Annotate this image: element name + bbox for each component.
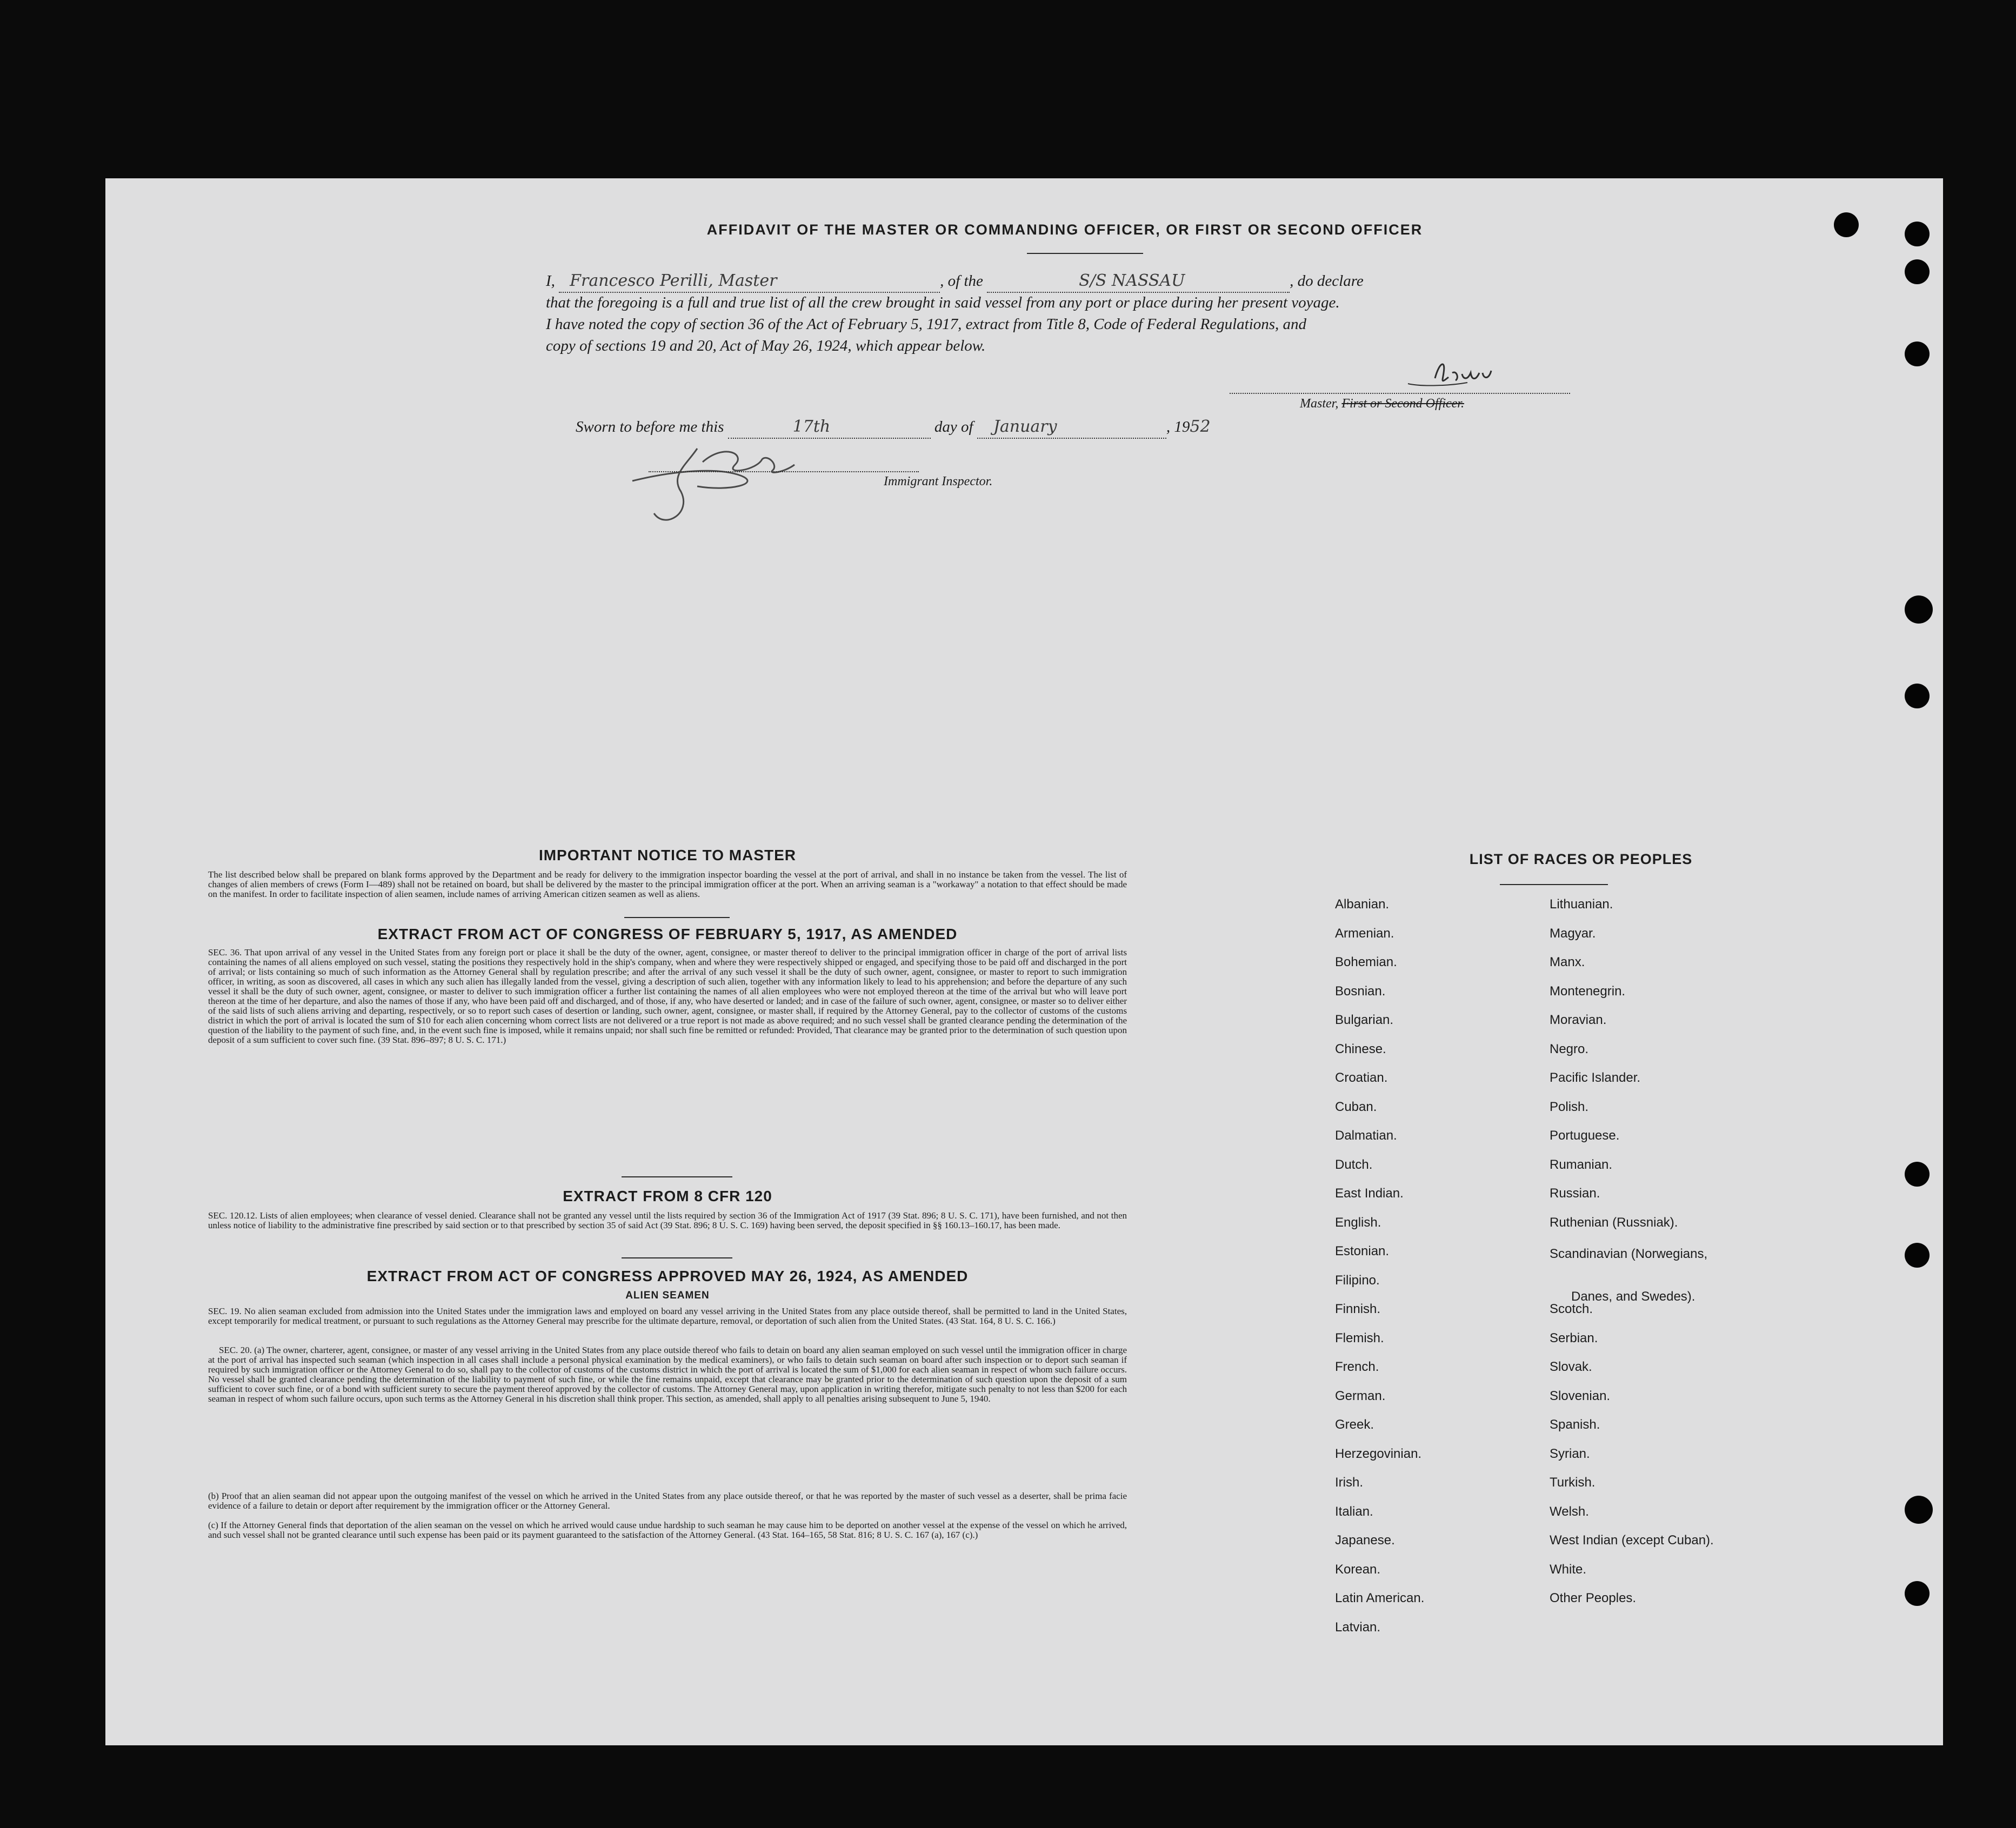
vessel-name-field: S/S NASSAU bbox=[987, 270, 1290, 293]
binder-hole bbox=[1905, 1243, 1930, 1268]
extract-1917-text: SEC. 36. That upon arrival of any vessel in the United States from any foreign port or place it shall be the duty of the owner, agent, consignee, or master thereof to deliver to the principal immigration officer in charge of the port of arrival lists containing the names of all aliens employed on such vessel, stating the positions they respectively hold in the ship's company, when and where they were respectively shipped or engaged, and specifying those to be paid off and discharged in the port of arrival; or lists containing so much of such information as the Attorney General shall by regulation prescribe; and after the arrival of any such vessel it shall be the duty of such owner, agent, consignee, or master to report to such immigration officer, in writing, as soon as discovered, all cases in which any such alien has illegally landed from the vessel, giving a description of such alien, together with any information likely to lead to his apprehension; and before the departure of any such vessel it shall be the duty of such owner, agent, consignee, or master to deliver to such immigration officer a further list containing the names of all alien employees who were not employed thereon at the time of the arrival but who will leave port thereon at the time of her departure, and also the names of those if any, who have been paid off and discharged, and of those, if any, who have deserted or landed; and in case of the failure of such owner, agent, consignee, or master so to deliver either of the said lists of such aliens arriving and departing, respectively, or so to report such cases of desertion or landing, such owner, agent, consignee, or master shall, if required by the Attorney General, pay to the collector of customs of the customs district in which the port of arrival is located the sum of $10 for each alien concerning whom correct lists are not delivered or a true report is not made as above required; and no such vessel shall be granted clearance pending the determination of the question of the liability to the payment of such fine, and, in the event such fine is imposed, while it remains unpaid; nor shall such fine be remitted or refunded: Provided, That clearance may be granted prior to the determination of such question upon deposit of a sum sufficient to cover such fine. (39 Stat. 896–897; 8 U. S. C. 171.) bbox=[208, 947, 1127, 1045]
race-item: Japanese. bbox=[1335, 1533, 1395, 1548]
race-item: Portuguese. bbox=[1550, 1128, 1620, 1143]
race-item: Manx. bbox=[1550, 955, 1585, 969]
first-second-officer-struck: First or Second Officer. bbox=[1341, 397, 1464, 411]
declarant-name-field: Francesco Perilli, Master bbox=[559, 270, 940, 293]
extract-1924-heading: EXTRACT FROM ACT OF CONGRESS APPROVED MAY 26, 1924, AS AMENDED bbox=[366, 1268, 969, 1284]
race-item: Latin American. bbox=[1335, 1591, 1425, 1605]
binder-hole bbox=[1905, 684, 1930, 708]
race-item: West Indian (except Cuban). bbox=[1550, 1533, 1714, 1548]
declaration-line-2: that the foregoing is a full and true list of all the crew brought in said vessel from any port or place during her present voyage. bbox=[546, 294, 1340, 311]
race-item: Spanish. bbox=[1550, 1417, 1600, 1432]
sec-20b-text: (b) Proof that an alien seaman did not appear upon the outgoing manifest of the vessel on which he arrived in the United States from any place outside thereof, or that he was reported by the master of such vessel as a deserter, shall be prima facie evidence of a failure to detain or deport after requirement by the immigration officer or the Attorney General. bbox=[208, 1491, 1127, 1511]
race-item: Turkish. bbox=[1550, 1475, 1596, 1490]
sworn-year-field: 52 bbox=[1190, 417, 1211, 436]
race-item: Moravian. bbox=[1550, 1013, 1607, 1027]
i-label: I, bbox=[546, 272, 555, 290]
race-item: Magyar. bbox=[1550, 926, 1596, 941]
binder-hole bbox=[1905, 595, 1933, 624]
notice-heading: IMPORTANT NOTICE TO MASTER bbox=[538, 847, 797, 863]
race-item: Polish. bbox=[1550, 1100, 1589, 1114]
race-item: Pacific Islander. bbox=[1550, 1070, 1641, 1085]
races-heading: LIST OF RACES OR PEOPLES bbox=[1469, 851, 1693, 867]
notice-text: The list described below shall be prepared on blank forms approved by the Department and be ready for delivery to the immigration inspector boarding the vessel at the port of arrival, and shall in no instance be taken from the vessel. The list of changes of alien members of crews (Form I—489) shall not be retained on board, but shall be delivered by the master to the principal immigration officer at the port. When an arriving seaman is a "workaway" a notation to that effect should be made on the manifest. In order to facilitate inspection of alien seamen, include names of arriving American citizen seamen as well as aliens. bbox=[208, 869, 1127, 899]
race-item: White. bbox=[1550, 1562, 1587, 1577]
race-item: Estonian. bbox=[1335, 1244, 1390, 1258]
race-item: Finnish. bbox=[1335, 1302, 1381, 1316]
binder-hole bbox=[1905, 1496, 1933, 1524]
race-item: Armenian. bbox=[1335, 926, 1394, 941]
race-item: Slovak. bbox=[1550, 1360, 1592, 1374]
title-rule bbox=[1027, 253, 1143, 254]
extract-8cfr-heading: EXTRACT FROM 8 CFR 120 bbox=[563, 1188, 772, 1204]
declaration-line-3: I have noted the copy of section 36 of the Act of February 5, 1917, extract from Title 8, Code of Federal Regulations, and bbox=[546, 316, 1307, 333]
sec-19-text: SEC. 19. No alien seaman excluded from admission into the United States under the immigration laws and employed on board any vessel arriving in the United States from any place outside thereof, shall be permitted to land in the United States, except temporarily for medical treatment, or pursuant to such regulations as the Attorney General may prescribe for the ultimate departure, removal, or deportation of such alien from the United States. (43 Stat. 164, 8 U. S. C. 166.) bbox=[208, 1306, 1127, 1326]
master-title-label bbox=[1300, 397, 1464, 411]
binder-hole bbox=[1905, 342, 1930, 366]
race-item: Albanian. bbox=[1335, 897, 1390, 912]
binder-hole bbox=[1905, 1581, 1930, 1606]
race-item: Bosnian. bbox=[1335, 984, 1386, 999]
race-item: Latvian. bbox=[1335, 1620, 1381, 1635]
race-item: Welsh. bbox=[1550, 1504, 1589, 1519]
master-label: Master, bbox=[1300, 397, 1342, 411]
binder-hole bbox=[1905, 222, 1930, 246]
binder-hole bbox=[1834, 212, 1859, 237]
sec-20c-text: (c) If the Attorney General finds that deportation of the alien seaman on the vessel on which he arrived would cause undue hardship to such seaman he may cause him to be deported on another vessel at the expense of the vessel on which he arrived, and such vessel shall not be granted clearance until such expense has been paid or its payment guaranteed to the satisfaction of the Attorney General. (43 Stat. 164–165, 58 Stat. 816; 8 U. S. C. 167 (a), 167 (c).) bbox=[208, 1520, 1127, 1540]
extract-1917-heading: EXTRACT FROM ACT OF CONGRESS OF FEBRUARY 5, 1917, AS AMENDED bbox=[377, 926, 958, 942]
sworn-day-field: 17th bbox=[728, 416, 931, 439]
race-item: Croatian. bbox=[1335, 1070, 1388, 1085]
document-page bbox=[105, 178, 1943, 1745]
day-of-label: day of bbox=[934, 418, 973, 436]
master-signature-line bbox=[1230, 393, 1570, 395]
race-item: Dalmatian. bbox=[1335, 1128, 1397, 1143]
master-signature bbox=[1311, 357, 1538, 394]
race-item: Ruthenian (Russniak). bbox=[1550, 1215, 1678, 1230]
extract-8cfr-text: SEC. 120.12. Lists of alien employees; when clearance of vessel denied. Clearance shall not be granted any vessel until the lists required by section 36 of the Immigration Act of 1917 (39 Stat. 896; 8 U. S. C. 171), have been furnished, and not then unless notice of liability to the administrative fine prescribed by said section or to that prescribed by section 35 of said Act (39 Stat. 896; 8 U. S. C. 169) having been served, the deposit specified in §§ 160.13–160.17, has been made. bbox=[208, 1210, 1127, 1230]
declaration-line-4: copy of sections 19 and 20, Act of May 26, 1924, which appear below. bbox=[546, 337, 986, 354]
race-item: East Indian. bbox=[1335, 1186, 1404, 1201]
extract-1917-rule bbox=[622, 1176, 732, 1177]
race-item: Danes, and Swedes). bbox=[1571, 1289, 1695, 1304]
race-item: Russian. bbox=[1550, 1186, 1600, 1201]
binder-hole bbox=[1905, 259, 1930, 284]
race-item: Other Peoples. bbox=[1550, 1591, 1637, 1605]
race-item: Filipino. bbox=[1335, 1273, 1380, 1288]
race-item: Italian. bbox=[1335, 1504, 1373, 1519]
of-the-label: , of the bbox=[940, 272, 983, 290]
race-item: Cuban. bbox=[1335, 1100, 1377, 1114]
extract-8cfr-rule bbox=[622, 1257, 732, 1258]
affidavit-title: AFFIDAVIT OF THE MASTER OR COMMANDING OFFICER, OR FIRST OR SECOND OFFICER bbox=[706, 222, 1423, 238]
race-item: Flemish. bbox=[1335, 1331, 1384, 1345]
race-item: Greek. bbox=[1335, 1417, 1374, 1432]
sec-20a-text: SEC. 20. (a) The owner, charterer, agent, consignee, or master of any vessel arriving in the United States from any place outside thereof who fails to detain on board any alien seaman employed on such vessel until the immigration officer in charge at the port of arrival has inspected such seaman (which inspection in all cases shall include a personal physical examination by the medical examiners), or who fails to detain such seaman on board after such inspection or to deport such seaman if required by such immigration officer or the Attorney General to do so, shall pay to the collector of customs of the customs district in which the port of arrival is located the sum of $1,000 for each alien seaman in respect of whom such failure occurs. No vessel shall be granted clearance pending the determination of the liability to payment of such fine, or while the fine remains unpaid, except that clearance may be granted prior to the determination of such question upon the deposit of a sum sufficient to cover such fine, or of a bond with sufficient surety to secure the payment thereof approved by the collector of customs. The Attorney General may, upon application in writing therefor, mitigate such penalty to not less than $200 for each seaman in respect of whom such failure occurs, upon such terms as the Attorney General in his discretion shall think proper. This section, as amended, shall apply to all penalties arising subsequent to June 5, 1940. bbox=[208, 1345, 1127, 1404]
race-item: Bohemian. bbox=[1335, 955, 1397, 969]
race-item: Bulgarian. bbox=[1335, 1013, 1394, 1027]
race-item: Scandinavian (Norwegians, bbox=[1550, 1247, 1708, 1261]
inspector-signature bbox=[622, 432, 827, 540]
race-item: Korean. bbox=[1335, 1562, 1381, 1577]
race-item: Slovenian. bbox=[1550, 1389, 1611, 1403]
binder-hole bbox=[1905, 1162, 1930, 1187]
do-declare-label: , do declare bbox=[1290, 272, 1364, 290]
race-item: Chinese. bbox=[1335, 1042, 1386, 1056]
race-item: Rumanian. bbox=[1550, 1157, 1613, 1172]
race-item: English. bbox=[1335, 1215, 1381, 1230]
races-rule bbox=[1500, 884, 1608, 885]
inspector-label: Immigrant Inspector. bbox=[884, 474, 993, 488]
inspector-signature-line bbox=[649, 471, 919, 473]
race-item: German. bbox=[1335, 1389, 1386, 1403]
sworn-month-field: January bbox=[977, 416, 1166, 439]
race-item: Serbian. bbox=[1550, 1331, 1598, 1345]
race-item: Syrian. bbox=[1550, 1447, 1590, 1461]
declaration-line-1 bbox=[546, 270, 1713, 293]
race-item: Scotch. bbox=[1550, 1302, 1593, 1316]
race-item: Dutch. bbox=[1335, 1157, 1373, 1172]
race-item: French. bbox=[1335, 1360, 1379, 1374]
year-prefix-label: , 19 bbox=[1166, 418, 1190, 436]
sworn-label: Sworn to before me this bbox=[576, 418, 724, 436]
race-item: Montenegrin. bbox=[1550, 984, 1626, 999]
race-item: Lithuanian. bbox=[1550, 897, 1613, 912]
notice-rule bbox=[624, 917, 730, 918]
alien-seamen-subheading: ALIEN SEAMEN bbox=[625, 1290, 710, 1301]
race-item: Herzegovinian. bbox=[1335, 1447, 1422, 1461]
race-item: Irish. bbox=[1335, 1475, 1364, 1490]
race-item: Negro. bbox=[1550, 1042, 1589, 1056]
